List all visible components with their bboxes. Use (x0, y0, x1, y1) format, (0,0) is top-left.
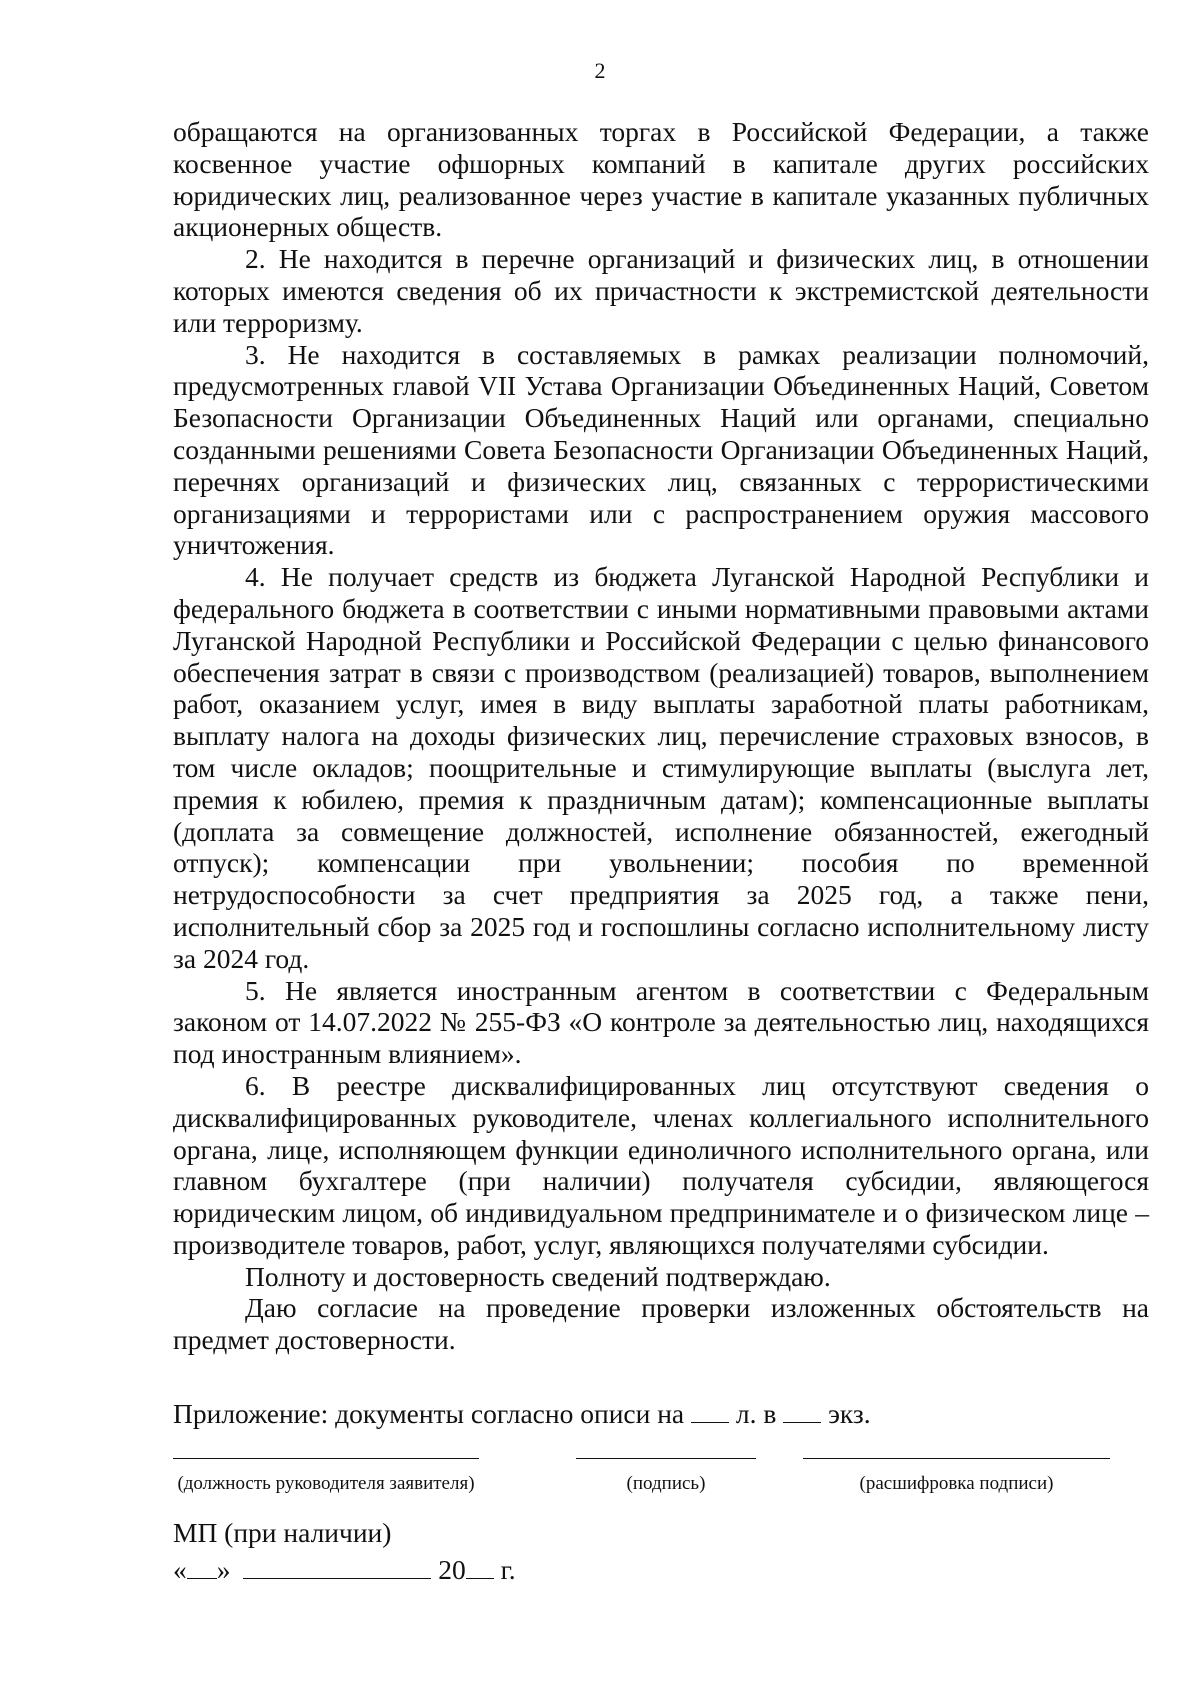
paragraph-confirmation: Полноту и достоверность сведений подтверждаю. (245, 1260, 831, 1292)
page-number: 2 (594, 58, 606, 83)
seal-text: МП (при наличии) (173, 1517, 392, 1548)
paragraph-item-3: 3. Не находится в составляемых в рамках реализации полномочий, предусмотренных главой VII Устава Организации Объединенных Наций, Советом Безопасности Организации Объединенных Наций или органами, специально созданными решениями Совета Безопасности Организации Объединенных Наций, перечнях организаций и физических лиц, связанных с террористическими организациями и террористами или с распространением оружия массового уничтожения. (173, 338, 1149, 561)
year-blank (466, 1554, 494, 1579)
appendix-prefix: Приложение: документы согласно описи на (173, 1398, 685, 1429)
date-century: 20 (438, 1554, 466, 1585)
paragraph-item-5: 5. Не является иностранным агентом в соответствии с Федеральным законом от 14.07.2022 № 255-ФЗ «О контроле за деятельностью лиц, находящихся под иностранным влиянием». (173, 974, 1149, 1070)
paragraph-item-2: 2. Не находится в перечне организаций и физических лиц, в отношении которых имеются сведения об их причастности к экстремистской деятельности или терроризму. (173, 243, 1149, 338)
appendix-copies-unit: экз. (828, 1398, 871, 1429)
appendix-sheets-unit: л. в (735, 1398, 777, 1429)
date-year-suffix: г. (500, 1554, 516, 1585)
document-body (173, 116, 1149, 1356)
signature-line (576, 1458, 756, 1459)
month-blank (243, 1554, 431, 1579)
paragraph-continuation: обращаются на организованных торгах в Российской Федерации, а также косвенное участие офшорных компаний в капитале других российских юридических лиц, реализованное через участие в капитале указанных публичных акционерных обществ. (173, 116, 1149, 243)
appendix-line (173, 1398, 1149, 1430)
signature-label: (подпись) (626, 1473, 706, 1494)
date-open-quote: « (173, 1554, 187, 1585)
paragraph-consent: Даю согласие на проведение проверки изложенных обстоятельств на предмет достоверности. (173, 1292, 1149, 1356)
date-close-quote: » (216, 1554, 231, 1585)
decoding-label: (расшифровка подписи) (859, 1473, 1054, 1494)
paragraph-item-4: 4. Не получает средств из бюджета Луганской Народной Республики и федерального бюджета в соответствии с иными нормативными правовыми актами Луганской Народной Республики и Российской Федерации с целью финансового обеспечения затрат в связи с производством (реализацией) товаров, выполнением работ, оказанием услуг, имея в виду выплаты заработной платы работникам, выплату налога на доходы физических лиц, перечисление страховых взносов, в том числе окладов; поощрительные и стимулирующие выплаты (выслуга лет, премия к юбилею, премия к праздничным датам); компенсационные выплаты (доплата за совмещение должностей, исполнение обязанностей, ежегодный отпуск); компенсации при увольнении; пособия по временной нетрудоспособности за счет предприятия за 2025 год, а также пени, исполнительный сбор за 2025 год и госпошлины согласно исполнительному листу за 2024 год. (173, 561, 1149, 974)
copies-blank (783, 1398, 821, 1423)
sheets-blank (691, 1398, 729, 1423)
paragraph-item-6: 6. В реестре дисквалифицированных лиц отсутствуют сведения о дисквалифицированных руководителе, членах коллегиального исполнительного органа, лице, исполняющем функции единоличного исполнительного органа, или главном бухгалтере (при наличии) получателя субсидии, являющегося юридическим лицом, об индивидуальном предпринимателе и о физическом лице – производителе товаров, работ, услуг, являющихся получателями субсидии. (173, 1069, 1149, 1260)
date-line (173, 1554, 516, 1586)
position-label: (должность руководителя заявителя) (177, 1473, 475, 1494)
day-blank (187, 1554, 217, 1579)
decoding-signature-line (803, 1458, 1110, 1459)
position-signature-line (173, 1458, 479, 1459)
